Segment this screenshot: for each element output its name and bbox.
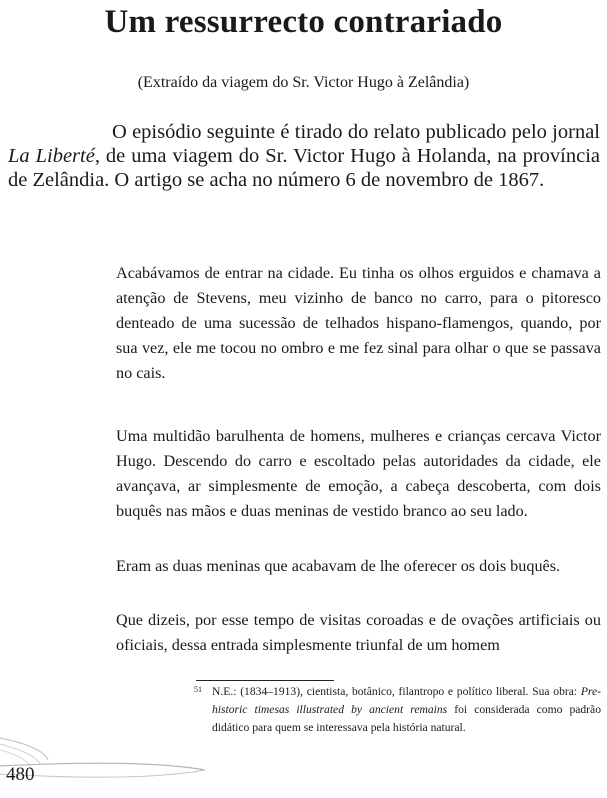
footnote-work-title: Pre-historic timesas illustrated by ancient remains: [212, 685, 601, 716]
newspaper-name: La Liberté: [8, 145, 95, 167]
quote-paragraph-3: Eram as duas meninas que acabavam de lhe oferecer os dois buquês.: [116, 557, 561, 575]
page-number: 480: [6, 764, 35, 785]
page-title: Um ressurrecto contrariado: [104, 4, 503, 40]
footnote-text-before: N.E.: (1834–1913), cientista, botânico, filantropo e político liberal. Sua obra:: [212, 685, 581, 698]
quote-paragraph-2: Uma multidão barulhenta de homens, mulheres e crianças cercava Victor Hugo. Descendo do carro e escoltado pelas autoridades da cidade, ele avançava, ar simplesmente de emoção, a cabeça descoberta, com dois buquês nas mãos e duas meninas de vestido branco ao seu lado.: [116, 427, 601, 520]
footnote-number: 51: [194, 685, 202, 694]
footnote-divider: [196, 680, 334, 681]
intro-text-after: , de uma viagem do Sr. Victor Hugo à Holanda, na província de Zelândia. O artigo se acha no número 6 de novembro de 1867.: [8, 145, 601, 191]
footnote-text-after: foi considerada como padrão didático para quem se interessava pela história natural.: [212, 703, 601, 734]
footnote: [190, 683, 601, 737]
subtitle: (Extraído da viagem do Sr. Victor Hugo à Zelândia): [137, 74, 470, 91]
intro-text-before: O episódio seguinte é tirado do relato publicado pelo jornal: [112, 121, 600, 143]
quote-paragraph-4: Que dizeis, por esse tempo de visitas coroadas e de ovações artificiais ou oficiais, dessa entrada simplesmente triunfal de um homem: [116, 611, 601, 654]
intro-paragraph: [8, 120, 600, 192]
quote-paragraph-1: Acabávamos de entrar na cidade. Eu tinha os olhos erguidos e chamava a atenção de Stevens, meu vizinho de banco no carro, para o pitoresco denteado de uma sucessão de telhados hispano-flamengos, quando, por sua vez, ele me tocou no ombro e me fez sinal para olhar o que se passava no cais.: [116, 264, 601, 382]
